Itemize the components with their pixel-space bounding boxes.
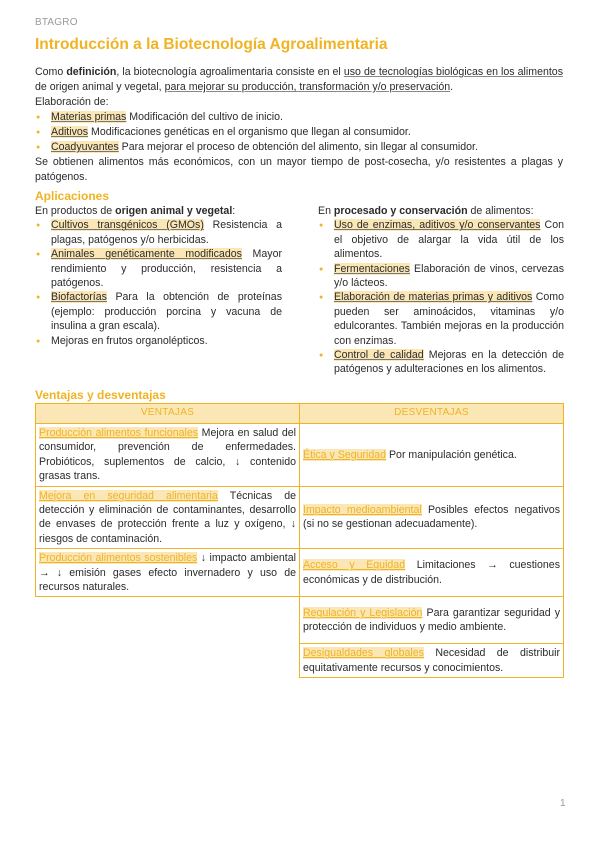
table-cell: Producción alimentos sostenibles ↓ impacto ambiental → ↓ emisión gases efecto invernadero y uso de recursos naturales. <box>36 549 300 597</box>
applications-right-list <box>318 218 564 376</box>
table-cell: Producción alimentos funcionales Mejora en salud del consumidor, prevención de enfermedades. Probióticos, suplementos de calcio, ↓ contenido grasas trans. <box>36 424 300 487</box>
list-item: ● Fermentaciones Elaboración de vinos, cervezas y/o lácteos. <box>318 262 564 291</box>
empty-cell <box>36 597 300 644</box>
list-item: ● Elaboración de materias primas y aditivos Como pueden ser aminoácidos, vitaminas y/o edulcorantes. También mejoras en la producción con enzimas. <box>318 290 564 348</box>
elaboration-label: Elaboración de: <box>35 96 109 108</box>
table-row <box>36 549 564 597</box>
applications-right-column: En procesado y conservación de alimentos: ● Uso de enzimas, aditivos y/o conservantes Con el objetivo de alargar la vida útil de los alimentos. ● Fermentaciones Elaboración de vinos, cervezas y/o lácteos. ● Elaboración de materias primas y aditivos Como pueden ser aminoácidos, vitaminas y/o edulcorantes. También mejoras en la producción con enzimas. ● Control de calidad Mejoras en la detección de patógenos y adulteraciones en los alimentos. <box>318 204 564 377</box>
table-cell: Impacto medioambiental Posibles efectos negativos (si no se gestionan adecuadamente). <box>300 486 564 549</box>
table-row <box>36 486 564 549</box>
definition-term: definición <box>66 66 117 78</box>
elaboration-list <box>35 110 563 155</box>
definition-paragraph: Como definición, la biotecnología agroalimentaria consiste en el uso de tecnologías biológicas en los alimentos de origen animal y vegetal, para mejorar su producción, transformación y/o preservación. <box>35 66 563 93</box>
section-heading-aplicaciones: Aplicaciones <box>35 189 110 203</box>
page-title: Introducción a la Biotecnología Agroalimentaria <box>35 36 388 53</box>
table-cell: Ética y Seguridad Por manipulación genética. <box>300 424 564 487</box>
applications-left-column: En productos de origen animal y vegetal: ● Cultivos transgénicos (GMOs) Resistencia a plagas, patógenos y/o herbicidas. ● Animales genéticamente modificados Mayor rendimiento y producción, resistencia a patógenos. ● Biofactorías Para la obtención de proteínas (ejemplo: producción porcina y vacuna de insulina a gran escala). ● Mejoras en frutos organolépticos. <box>35 204 282 348</box>
table-header-row <box>36 404 564 424</box>
table-row <box>36 424 564 487</box>
table-cell: Desigualdades globales Necesidad de distribuir equitativamente recursos y conocimientos. <box>300 644 564 678</box>
intro-section <box>35 65 563 185</box>
list-item: ● Control de calidad Mejoras en la detección de patógenos y adulteraciones en los alimentos. <box>318 348 564 377</box>
column-header-desventajas: DESVENTAJAS <box>300 404 564 424</box>
table-cell: Mejora en seguridad alimentaria Técnicas de detección y eliminación de contaminantes, desarrollo de envases de protección frente a luz y oxígeno, ↓ riesgos de contaminación. <box>36 486 300 549</box>
pros-cons-table <box>35 403 564 678</box>
document-header: BTAGRO <box>35 17 78 28</box>
list-item: ● Cultivos transgénicos (GMOs) Resistencia a plagas, patógenos y/o herbicidas. <box>35 218 282 247</box>
section-heading-ventajas: Ventajas y desventajas <box>35 388 166 402</box>
applications-left-list <box>35 218 282 348</box>
list-item: ● Animales genéticamente modificados Mayor rendimiento y producción, resistencia a patógenos. <box>35 247 282 290</box>
column-header-ventajas: VENTAJAS <box>36 404 300 424</box>
page-number: 1 <box>560 798 566 809</box>
list-item: ● Uso de enzimas, aditivos y/o conservantes Con el objetivo de alargar la vida útil de los alimentos. <box>318 218 564 261</box>
table-cell: Regulación y Legislación Para garantizar seguridad y protección de individuos y medio ambiente. <box>300 597 564 644</box>
table-row <box>36 644 564 678</box>
empty-cell <box>36 644 300 678</box>
list-item: ● Materias primas Modificación del cultivo de inicio. <box>35 110 563 125</box>
table-row <box>36 597 564 644</box>
list-item: ● Mejoras en frutos organolépticos. <box>35 334 282 348</box>
list-item: ● Coadyuvantes Para mejorar el proceso de obtención del alimento, sin llegar al consumidor. <box>35 140 563 155</box>
table-cell: Acceso y Equidad Limitaciones → cuestiones económicas y de distribución. <box>300 549 564 597</box>
list-item: ● Biofactorías Para la obtención de proteínas (ejemplo: producción porcina y vacuna de insulina a gran escala). <box>35 290 282 333</box>
list-item: ● Aditivos Modificaciones genéticas en el organismo que llegan al consumidor. <box>35 125 563 140</box>
closing-paragraph: Se obtienen alimentos más económicos, con un mayor tiempo de post-cosecha, y/o resistentes a plagas y patógenos. <box>35 156 563 183</box>
